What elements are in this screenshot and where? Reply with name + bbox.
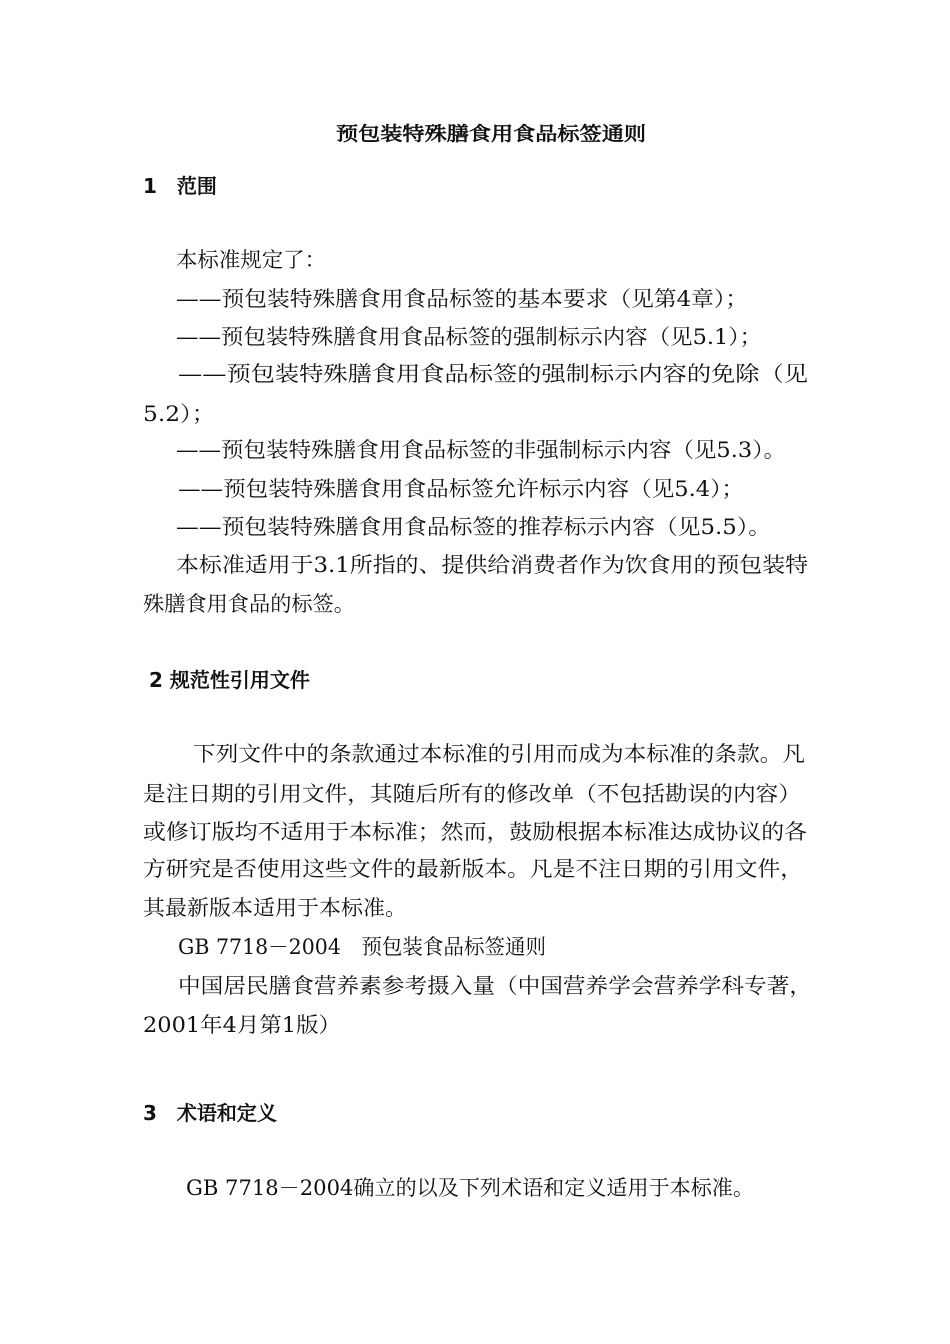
- section-2-line-5: 其最新版本适用于本标准。: [143, 896, 407, 920]
- section-1-line-9: 本标准适用于3.1所指的、提供给消费者作为饮食用的预包装特: [176, 553, 809, 577]
- section-1-line-1: 本标准规定了：: [176, 248, 326, 272]
- section-heading-normative-references: 2 规范性引用文件: [149, 668, 310, 692]
- section-heading-scope: 1 范围: [143, 174, 217, 198]
- section-3-line-1: GB 7718－2004确立的以及下列术语和定义适用于本标准。: [186, 1176, 754, 1200]
- section-heading-terms-definitions: 3 术语和定义: [143, 1101, 277, 1125]
- section-1-line-10: 殊膳食用食品的标签。: [143, 592, 355, 616]
- section-1-line-7: ——预包装特殊膳食用食品标签允许标示内容（见5.4）；: [178, 477, 745, 501]
- document-title: 预包装特殊膳食用食品标签通则: [336, 123, 646, 145]
- section-2-line-4: 方研究是否使用这些文件的最新版本。凡是不注日期的引用文件，: [143, 857, 803, 881]
- section-1-line-3: ——预包装特殊膳食用食品标签的强制标示内容（见5.1）；: [176, 325, 762, 349]
- section-1-line-5: 5.2）；: [143, 402, 216, 426]
- section-2-line-8: 2001年4月第1版）: [143, 1013, 342, 1037]
- section-1-line-8: ——预包装特殊膳食用食品标签的推荐标示内容（见5.5）。: [176, 515, 772, 539]
- section-1-line-6: ——预包装特殊膳食用食品标签的非强制标示内容（见5.3）。: [176, 438, 786, 462]
- section-1-line-2: ——预包装特殊膳食用食品标签的基本要求（见第4章）；: [176, 287, 748, 311]
- section-2-line-2: 是注日期的引用文件，其随后所有的修改单（不包括勘误的内容）: [143, 782, 802, 806]
- section-2-line-6: GB 7718－2004 预包装食品标签通则: [178, 935, 547, 959]
- section-2-line-7: 中国居民膳食营养素参考摄入量（中国营养学会营养学科专著，: [178, 974, 812, 998]
- section-2-line-1: 下列文件中的条款通过本标准的引用而成为本标准的条款。凡: [193, 742, 806, 766]
- section-2-line-3: 或修订版均不适用于本标准；然而，鼓励根据本标准达成协议的各: [143, 820, 807, 844]
- section-1-line-4: ——预包装特殊膳食用食品标签的强制标示内容的免除（见: [178, 362, 808, 386]
